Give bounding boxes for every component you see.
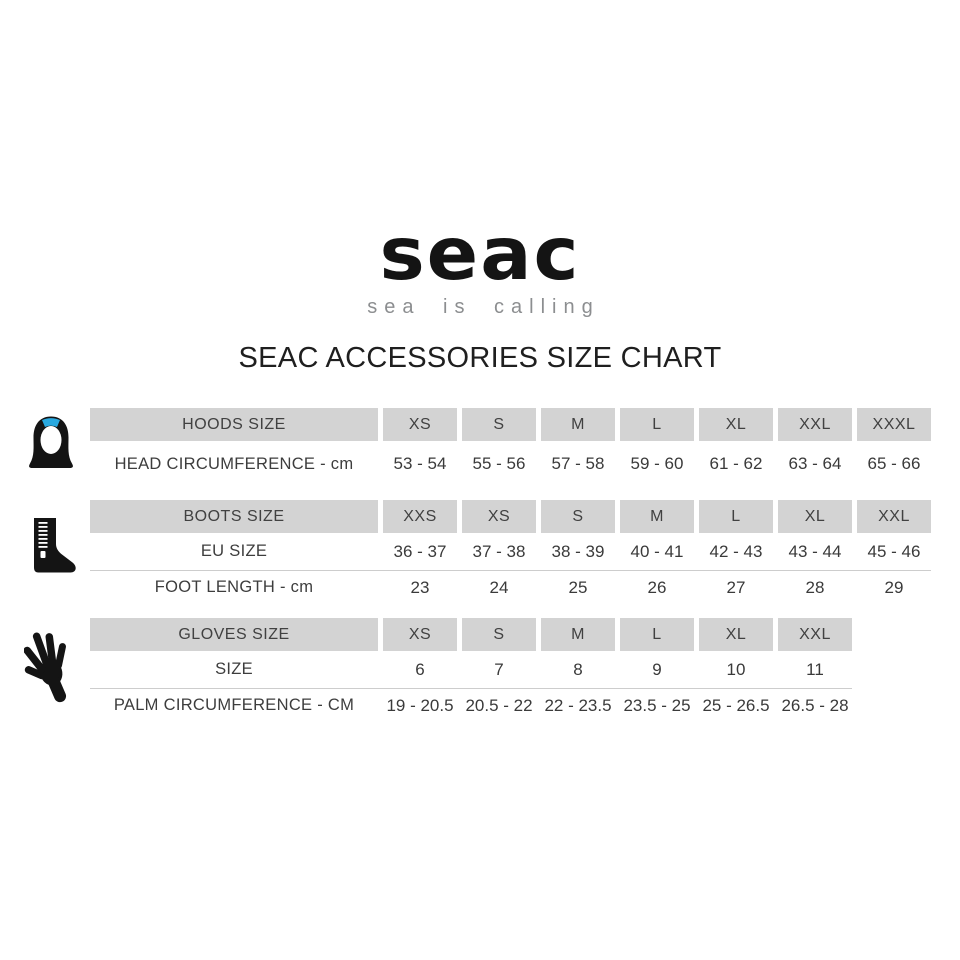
value-cell: 6 [415, 659, 425, 679]
value-cell: 26.5 - 28 [781, 695, 849, 715]
value-cell: 24 [489, 577, 509, 597]
brand-tagline: sea is calling [367, 296, 600, 318]
size-header-cell: XXS [383, 500, 457, 533]
value-cell: 63 - 64 [788, 454, 842, 473]
row-label: EU SIZE [200, 542, 268, 560]
size-header-cell: XS [383, 408, 457, 441]
table-data-row [90, 651, 852, 688]
row-label: FOOT LENGTH - cm [154, 578, 314, 596]
size-header-cell: XXL [778, 618, 852, 651]
size-header-cell: XXL [778, 408, 852, 441]
value-cell: 40 - 41 [630, 541, 684, 561]
value-cell: 37 - 38 [472, 541, 526, 561]
boot-icon [26, 514, 78, 584]
size-header-cell: XL [699, 408, 773, 441]
size-header-cell: M [620, 500, 694, 533]
size-header-cell: XXXL [857, 408, 931, 441]
value-cell: 9 [652, 659, 662, 679]
row-label: PALM CIRCUMFERENCE - CM [113, 696, 355, 714]
table-header-row [90, 618, 852, 651]
value-cell: 19 - 20.5 [386, 695, 454, 715]
table-data-row [90, 533, 931, 570]
value-cell: 61 - 62 [709, 454, 763, 473]
row-label: HEAD CIRCUMFERENCE - cm [114, 454, 354, 473]
size-header-cell: L [620, 618, 694, 651]
value-cell: 25 [568, 577, 588, 597]
size-table-gloves [90, 618, 852, 722]
size-tables [90, 408, 932, 723]
hood-icon [27, 415, 75, 473]
size-header-cell: S [462, 618, 536, 651]
value-cell: 36 - 37 [393, 541, 447, 561]
value-cell: 23 [410, 577, 430, 597]
brand-wordmark: seac [379, 210, 581, 297]
table-header-label: HOODS SIZE [90, 408, 378, 441]
value-cell: 55 - 56 [472, 454, 526, 473]
value-cell: 26 [647, 577, 667, 597]
table-data-row [90, 441, 931, 487]
value-cell: 65 - 66 [867, 454, 921, 473]
page-title: SEAC ACCESSORIES SIZE CHART [238, 342, 722, 374]
value-cell: 57 - 58 [551, 454, 605, 473]
table-data-row [90, 570, 931, 604]
size-header-cell: M [541, 408, 615, 441]
brand-logo [0, 210, 960, 319]
size-header-cell: M [541, 618, 615, 651]
size-header-cell: S [541, 500, 615, 533]
table-header-label: GLOVES SIZE [90, 618, 378, 651]
value-cell: 7 [494, 659, 504, 679]
value-cell: 43 - 44 [788, 541, 842, 561]
table-header-label: BOOTS SIZE [90, 500, 378, 533]
size-table-hoods [90, 408, 931, 487]
value-cell: 28 [805, 577, 825, 597]
size-header-cell: XL [699, 618, 773, 651]
row-label: SIZE [215, 660, 253, 678]
size-header-cell: L [620, 408, 694, 441]
value-cell: 27 [726, 577, 746, 597]
value-cell: 20.5 - 22 [465, 695, 533, 715]
value-cell: 59 - 60 [630, 454, 684, 473]
value-cell: 42 - 43 [709, 541, 763, 561]
value-cell: 45 - 46 [867, 541, 921, 561]
size-header-cell: S [462, 408, 536, 441]
value-cell: 23.5 - 25 [623, 695, 691, 715]
size-header-cell: XS [383, 618, 457, 651]
value-cell: 22 - 23.5 [544, 695, 612, 715]
table-header-row [90, 408, 931, 441]
value-cell: 8 [573, 659, 583, 679]
size-header-cell: XS [462, 500, 536, 533]
size-header-cell: L [699, 500, 773, 533]
value-cell: 11 [806, 659, 824, 679]
value-cell: 53 - 54 [393, 454, 447, 473]
table-header-row [90, 500, 931, 533]
value-cell: 38 - 39 [551, 541, 605, 561]
value-cell: 25 - 26.5 [702, 695, 770, 715]
value-cell: 10 [726, 659, 746, 679]
size-header-cell: XXL [857, 500, 931, 533]
size-table-boots [90, 500, 931, 604]
value-cell: 29 [884, 577, 904, 597]
glove-icon [24, 626, 76, 704]
table-data-row [90, 688, 852, 722]
size-header-cell: XL [778, 500, 852, 533]
